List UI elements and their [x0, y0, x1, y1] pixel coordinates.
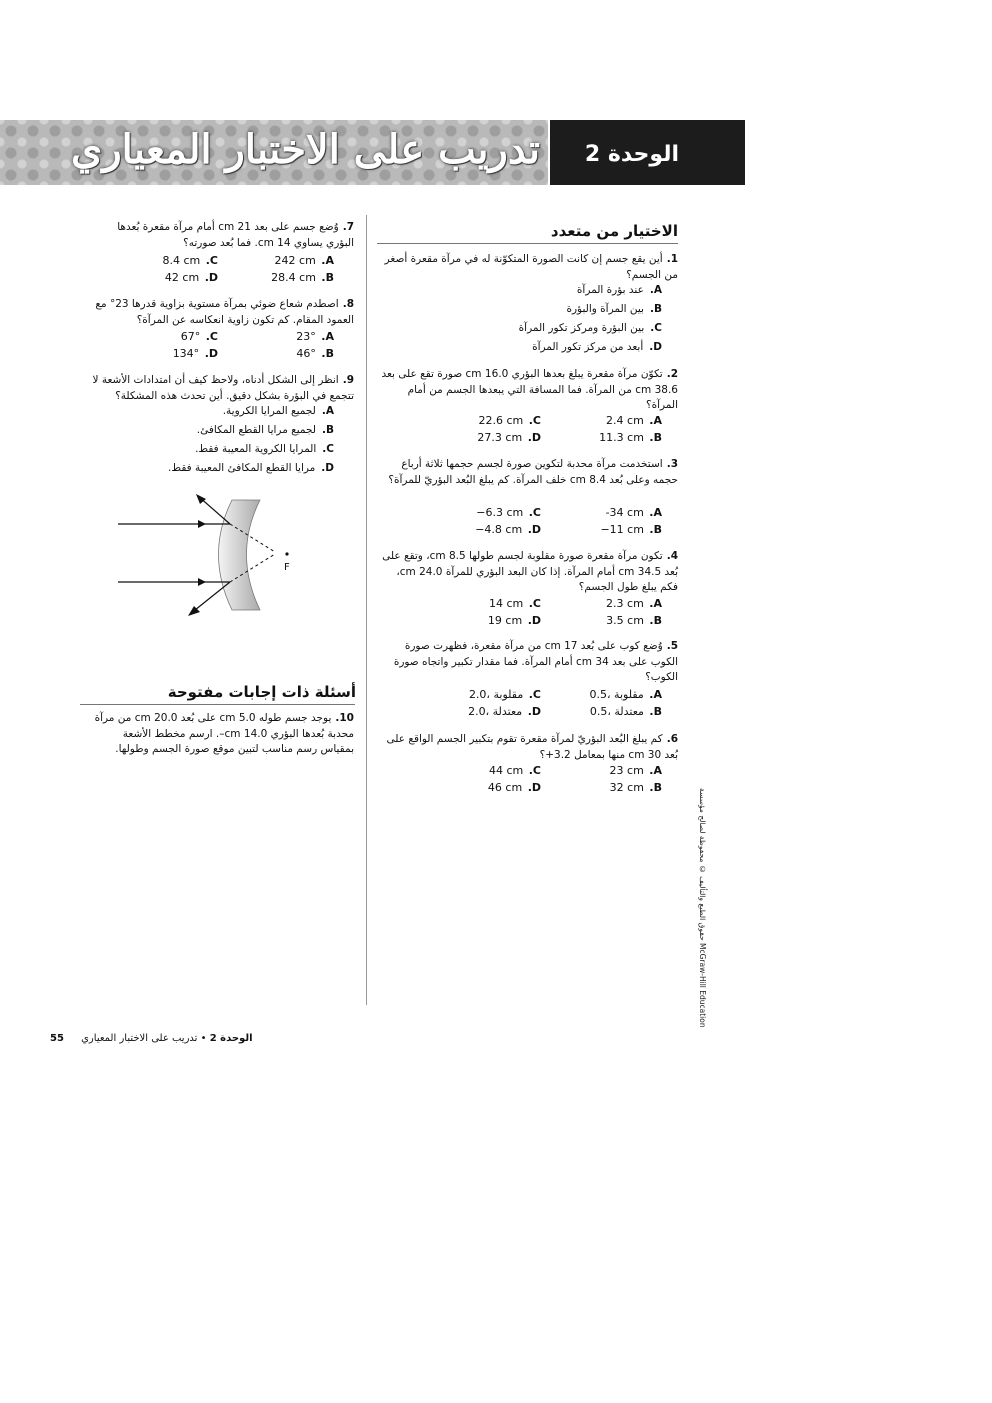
focal-point — [285, 552, 288, 555]
question-8: 8.اصطدم شعاع ضوئي بمرآة مستوية بزاوية قدرها 23° مع العمود المقام. كم تكون زاوية انعكاسه عن المرآة؟ — [95, 298, 354, 326]
question-2: 2.تكوّن مرآة مقعرة يبلغ بعدها البؤري 16.0 cm صورة تقع على بعد 38.6 cm من المرآة. فما المسافة التي يبعدها الجسم من أمام المرآة؟ — [381, 368, 678, 411]
option-d: D.مرايا القطع المكافئ المعيبة فقط. — [168, 462, 334, 474]
question-2-options — [430, 414, 662, 444]
question-4: 4.تكون مرآة مقعرة صورة مقلوبة لجسم طولها 8.5 cm، وتقع على بُعد 34.5 cm أمام المرآة. إذا كان البعد البؤري للمرآة 24.0 cm، فكم يبلغ طول الجسم؟ — [382, 550, 678, 593]
question-3-options — [430, 506, 662, 536]
option-b: 28.4 cm .B — [271, 271, 334, 284]
option-d: 2.0، معتدلة .D — [468, 705, 541, 718]
page-number: 55 — [50, 1033, 64, 1044]
option-d: −4.8 cm .D — [475, 523, 541, 536]
option-b: 11.3 cm .B — [599, 431, 662, 444]
section-rule — [80, 704, 355, 705]
option-c: 67° .C — [180, 330, 218, 343]
column-divider — [366, 215, 367, 1005]
option-a: 23 cm .A — [609, 764, 662, 777]
question-text: أين يقع جسم إن كانت الصورة المتكوّنة له في مرآة مقعرة أصغر من الجسم؟ — [384, 253, 678, 281]
option-c: 2.0، مقلوبة .C — [468, 688, 541, 701]
question-10: 10.يوجد جسم طوله 5.0 cm على بُعد 20.0 cm من مرآة محدبة بُعدها البؤري 14.0 cm–. ارسم مخطط الأشعة بمقياس رسم مناسب لتبين موقع صورة الجسم وطولها. — [94, 712, 354, 755]
unit-label: الوحدة 2 — [584, 142, 679, 167]
option-b: 46° .B — [296, 347, 334, 360]
option-a: A.لجميع المرايا الكروية. — [222, 405, 334, 417]
question-4-options — [430, 597, 662, 627]
page-footer: الوحدة 2 • تدريب على الاختبار المعياري 55 — [50, 1033, 253, 1044]
header-banner — [0, 120, 548, 185]
option-c: −6.3 cm .C — [476, 506, 541, 519]
page-title: تدريب على الاختبار المعياري — [71, 126, 540, 173]
option-a: -34 cm .A — [605, 506, 662, 519]
question-6: 6.كم يبلغ البُعد البؤريّ لمرآة مقعرة تقوم بتكبير الجسم الواقع على بُعد 30 cm منها بمعامل 3.2+؟ — [386, 733, 678, 761]
copyright-note: حقوق الطبع والتأليف © محفوظة لصالح مؤسسة McGraw-Hill Education — [698, 788, 707, 1028]
question-9: 9.انظر إلى الشكل أدناه، ولاحظ كيف أن امتدادات الأشعة لا تتجمع في البؤرة بشكل دقيق. أين تحدث هذه المشكلة؟ — [92, 374, 354, 402]
section-title-open-ended: أسئلة ذات إجابات مفتوحة — [167, 683, 356, 701]
unit-banner — [550, 120, 745, 185]
option-a: 242 cm .A — [274, 254, 334, 267]
question-5-options — [430, 688, 662, 718]
option-c: C.بين البؤرة ومركز تكور المرآة — [518, 322, 662, 334]
focal-label: F — [284, 562, 290, 573]
option-d: 27.3 cm .D — [477, 431, 541, 444]
option-a: 23° .A — [296, 330, 334, 343]
question-3: 3.استخدمت مرآة محدبة لتكوين صورة لجسم حجمها ثلاثة أرباع حجمه وعلى بُعد 8.4 cm خلف المرآة. كم يبلغ البُعد البؤريّ للمرآة؟ — [388, 458, 678, 486]
question-9-options — [168, 405, 334, 481]
option-b: 32 cm .B — [609, 781, 662, 794]
option-d: 42 cm .D — [164, 271, 218, 284]
option-c: 22.6 cm .C — [478, 414, 541, 427]
option-b: 0.5، معتدلة .B — [589, 705, 662, 718]
arrow-head-incident-top — [198, 520, 206, 528]
option-a: A.عند بؤرة المرآة — [576, 284, 662, 296]
footer-unit: الوحدة 2 — [209, 1033, 253, 1044]
option-d: D.أبعد من مركز تكور المرآة — [532, 341, 662, 353]
footer-text: تدريب على الاختبار المعياري — [81, 1033, 198, 1044]
arrow-head-reflected-top — [196, 494, 206, 504]
option-b: 3.5 cm .B — [606, 614, 662, 627]
concave-mirror — [219, 500, 261, 610]
option-b: −11 cm .B — [600, 523, 662, 536]
section-title-multiple-choice: الاختيار من متعدد — [550, 222, 678, 240]
question-7-options — [112, 254, 334, 284]
question-5: 5.وُضع كوب على بُعد 17 cm من مرآة مقعرة، فظهرت صورة الكوب على بعد 34 cm أمام المرآة. فما مقدار تكبير واتجاه صورة الكوب؟ — [393, 640, 678, 683]
section-rule — [377, 243, 678, 244]
option-c: 14 cm .C — [488, 597, 541, 610]
option-b: B.لجميع مرايا القطع المكافئ. — [196, 424, 334, 436]
option-a: 2.3 cm .A — [606, 597, 662, 610]
option-c: 8.4 cm .C — [162, 254, 218, 267]
question-8-options — [112, 330, 334, 360]
question-1-options — [519, 284, 662, 360]
option-d: 134° .D — [172, 347, 218, 360]
question-7: 7.وُضع جسم على بعد 21 cm أمام مرآة مقعرة بُعدها البؤري يساوي 14 cm. فما بُعد صورته؟ — [117, 221, 354, 249]
option-d: 19 cm .D — [487, 614, 541, 627]
arrow-head-incident-bottom — [198, 578, 206, 586]
question-6-options — [430, 764, 662, 794]
option-d: 46 cm .D — [487, 781, 541, 794]
question-1 — [377, 252, 678, 283]
option-a: 2.4 cm .A — [606, 414, 662, 427]
question-number: 1. — [666, 253, 678, 265]
option-b: B.بين المرآة والبؤرة — [566, 303, 662, 315]
option-c: 44 cm .C — [488, 764, 541, 777]
option-c: C.المرايا الكروية المعيبة فقط. — [195, 443, 334, 455]
mirror-ray-diagram — [110, 492, 310, 617]
option-a: 0.5، مقلوبة .A — [589, 688, 662, 701]
